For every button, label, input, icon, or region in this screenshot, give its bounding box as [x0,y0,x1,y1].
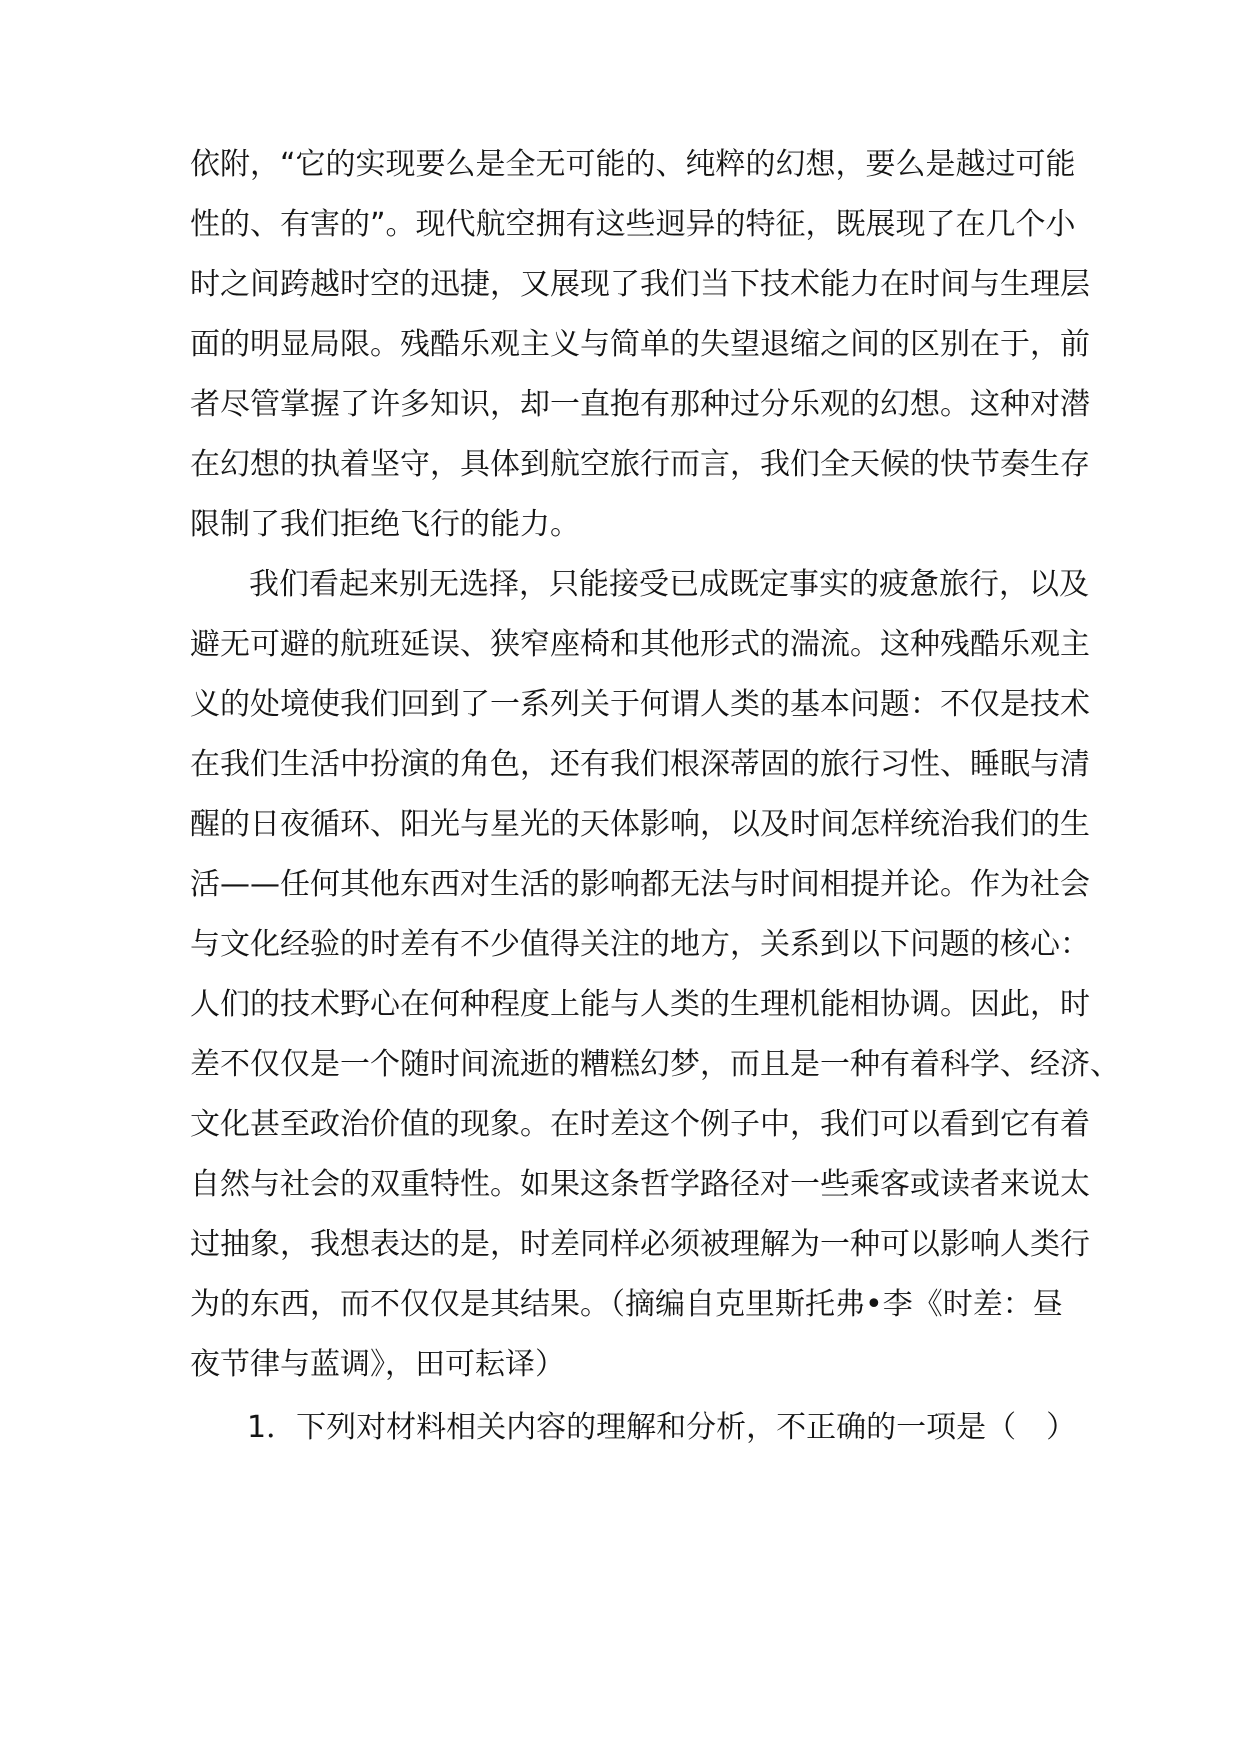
text-line: 过抽象，我想表达的是，时差同样必须被理解为一种可以影响人类行 [190,1227,1090,1262]
text-line: 自然与社会的双重特性。如果这条哲学路径对一些乘客或读者来说太 [190,1167,1090,1202]
question-1: 1．下列对材料相关内容的理解和分析，不正确的一项是（ ） [247,1410,1077,1445]
text-line: 醒的日夜循环、阳光与星光的天体影响，以及时间怎样统治我们的生 [190,807,1090,842]
text-line: 我们看起来别无选择，只能接受已成既定事实的疲惫旅行，以及 [249,567,1089,602]
text-line: 性的、有害的”。现代航空拥有这些迥异的特征，既展现了在几个小 [190,207,1076,242]
text-line: 人们的技术野心在何种程度上能与人类的生理机能相协调。因此，时 [190,987,1090,1022]
text-line: 活——任何其他东西对生活的影响都无法与时间相提并论。作为社会 [190,867,1090,902]
text-line: 夜节律与蓝调》，田可耘译） [190,1347,565,1382]
text-line: 限制了我们拒绝飞行的能力。 [190,507,580,542]
text-line: 依附，“它的实现要么是全无可能的、纯粹的幻想，要么是越过可能 [190,147,1076,182]
text-line: 差不仅仅是一个随时间流逝的糟糕幻梦，而且是一种有着科学、经济、 [190,1047,1120,1082]
text-line: 义的处境使我们回到了一系列关于何谓人类的基本问题：不仅是技术 [190,687,1090,722]
text-line: 时之间跨越时空的迅捷，又展现了我们当下技术能力在时间与生理层 [190,267,1090,302]
text-line: 者尽管掌握了许多知识，却一直抱有那种过分乐观的幻想。这种对潜 [190,387,1090,422]
text-line: 与文化经验的时差有不少值得关注的地方，关系到以下问题的核心： [190,927,1090,962]
text-line: 为的东西，而不仅仅是其结果。（摘编自克里斯托弗•李《时差：昼 [190,1287,1063,1322]
text-line: 在我们生活中扮演的角色，还有我们根深蒂固的旅行习性、睡眠与清 [190,747,1090,782]
text-line: 文化甚至政治价值的现象。在时差这个例子中，我们可以看到它有着 [190,1107,1090,1142]
text-line: 在幻想的执着坚守，具体到航空旅行而言，我们全天候的快节奏生存 [190,447,1090,482]
text-line: 面的明显局限。残酷乐观主义与简单的失望退缩之间的区别在于，前 [190,327,1090,362]
text-line: 避无可避的航班延误、狭窄座椅和其他形式的湍流。这种残酷乐观主 [190,627,1090,662]
